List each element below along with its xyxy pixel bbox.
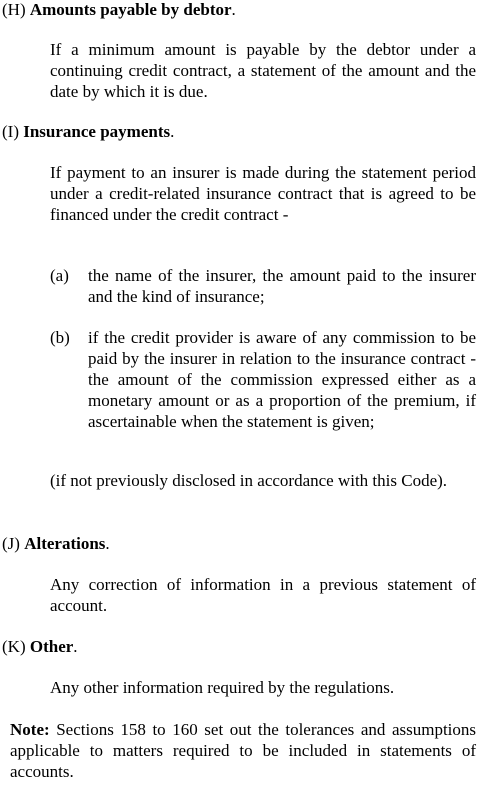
item-a-letter: (a) xyxy=(50,266,69,285)
section-k-body: Any other information required by the regulations. xyxy=(50,678,395,697)
section-h-heading xyxy=(2,0,236,20)
section-k-heading xyxy=(2,636,78,657)
section-j-label: (J) xyxy=(2,534,20,553)
section-j-heading xyxy=(2,533,110,554)
section-h-period: . xyxy=(231,0,236,19)
section-i-heading xyxy=(2,121,174,142)
section-h-body: If a minimum amount is payable by the debtor under a continuing credit contract, a statement of the amount and the date by which it is due. xyxy=(50,40,476,101)
section-h-title: Amounts payable by debtor xyxy=(29,0,232,19)
section-i-label: (I) xyxy=(2,122,19,141)
note-label: Note: xyxy=(10,720,50,739)
section-j-body: Any correction of information in a previous statement of account. xyxy=(50,575,476,615)
item-a-text: the name of the insurer, the amount paid to the insurer and the kind of insurance; xyxy=(88,266,476,306)
section-j-title: Alterations xyxy=(24,534,106,553)
section-i-body: If payment to an insurer is made during the statement period under a credit-related insurance contract that is agreed to be financed under the credit contract - xyxy=(50,163,476,224)
section-i-title: Insurance payments xyxy=(23,122,171,141)
section-i-closing: (if not previously disclosed in accordance with this Code). xyxy=(50,471,448,490)
item-b-letter: (b) xyxy=(50,328,70,347)
section-j-period: . xyxy=(105,534,110,553)
item-b-text: if the credit provider is aware of any commission to be paid by the insurer in relation to the insurance contract - the amount of the commission expressed either as a monetary amount or as a proportion of the premium, if ascertainable when the statement is given; xyxy=(88,328,476,431)
note-text: Sections 158 to 160 set out the tolerances and assumptions applicable to matters required to be included in statements of accounts. xyxy=(10,720,476,781)
note-paragraph xyxy=(10,719,476,782)
section-h-label: (H) xyxy=(2,0,26,19)
section-i-period: . xyxy=(170,122,175,141)
section-k-period: . xyxy=(73,637,78,656)
section-k-label: (K) xyxy=(2,637,26,656)
section-k-title: Other xyxy=(29,637,74,656)
